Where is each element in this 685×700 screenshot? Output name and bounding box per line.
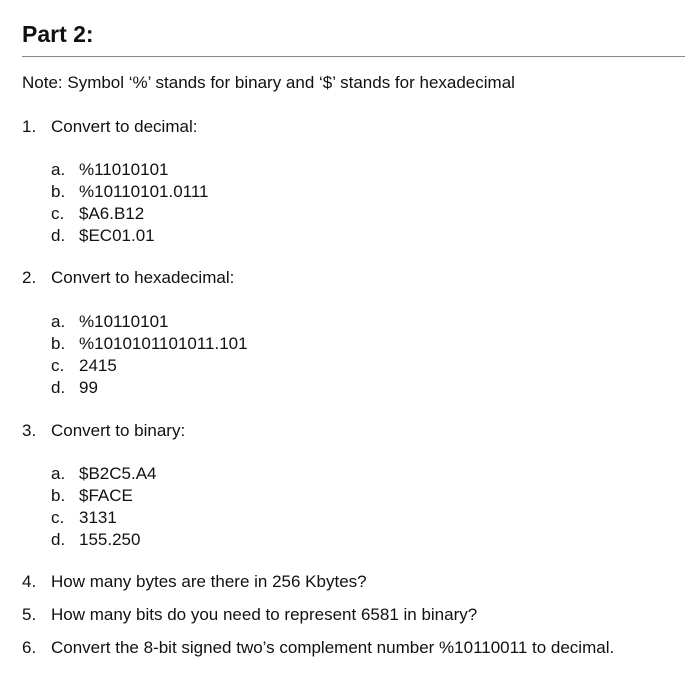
item-value: %10110101.0111 xyxy=(79,182,209,201)
question-number: 5. xyxy=(22,605,37,624)
item-value: %10110101 xyxy=(79,312,169,331)
question-3-item-b xyxy=(51,485,133,507)
item-letter: b. xyxy=(51,334,66,353)
item-value: 155.250 xyxy=(79,530,141,549)
item-letter: c. xyxy=(51,508,65,527)
question-number: 1. xyxy=(22,117,37,136)
question-text: How many bytes are there in 256 Kbytes? xyxy=(51,572,367,591)
question-3-item-c xyxy=(51,507,117,529)
item-value: 2415 xyxy=(79,356,117,375)
item-letter: a. xyxy=(51,312,66,331)
page-title: Part 2: xyxy=(22,21,94,47)
question-2-item-d xyxy=(51,377,98,399)
note-text: Note: Symbol ‘%’ stands for binary and ‘$’ stands for hexadecimal xyxy=(22,73,515,92)
question-text: Convert to hexadecimal: xyxy=(51,268,235,287)
question-number: 4. xyxy=(22,572,37,591)
question-text: Convert the 8-bit signed two’s complement number %10110011 to decimal. xyxy=(51,638,615,657)
item-letter: d. xyxy=(51,378,66,397)
question-3 xyxy=(22,421,185,441)
item-value: $A6.B12 xyxy=(79,204,145,223)
question-text: Convert to decimal: xyxy=(51,117,198,136)
question-1-item-c xyxy=(51,203,144,225)
title-divider xyxy=(22,56,685,57)
question-number: 2. xyxy=(22,268,37,287)
question-text: Convert to binary: xyxy=(51,421,186,440)
item-value: 3131 xyxy=(79,508,117,527)
question-2-item-a xyxy=(51,311,169,333)
item-letter: a. xyxy=(51,160,66,179)
question-6 xyxy=(22,638,614,658)
question-3-item-a xyxy=(51,463,157,485)
item-letter: b. xyxy=(51,182,66,201)
question-1-item-b xyxy=(51,181,209,203)
item-value: %11010101 xyxy=(79,160,169,179)
question-1-item-a xyxy=(51,159,169,181)
item-value: $FACE xyxy=(79,486,133,505)
question-2-item-b xyxy=(51,333,248,355)
question-number: 6. xyxy=(22,638,37,657)
item-letter: a. xyxy=(51,464,66,483)
item-letter: c. xyxy=(51,204,65,223)
item-value: $EC01.01 xyxy=(79,226,155,245)
question-1 xyxy=(22,117,197,137)
question-text: How many bits do you need to represent 6581 in binary? xyxy=(51,605,478,624)
item-letter: d. xyxy=(51,530,66,549)
item-value: %1010101101011.101 xyxy=(79,334,248,353)
item-value: 99 xyxy=(79,378,98,397)
question-3-item-d xyxy=(51,529,140,551)
item-letter: c. xyxy=(51,356,65,375)
question-1-item-d xyxy=(51,225,155,247)
item-letter: b. xyxy=(51,486,66,505)
question-2-item-c xyxy=(51,355,117,377)
item-value: $B2C5.A4 xyxy=(79,464,157,483)
question-5 xyxy=(22,605,477,625)
question-4 xyxy=(22,572,367,592)
item-letter: d. xyxy=(51,226,66,245)
question-number: 3. xyxy=(22,421,37,440)
question-2 xyxy=(22,268,234,288)
